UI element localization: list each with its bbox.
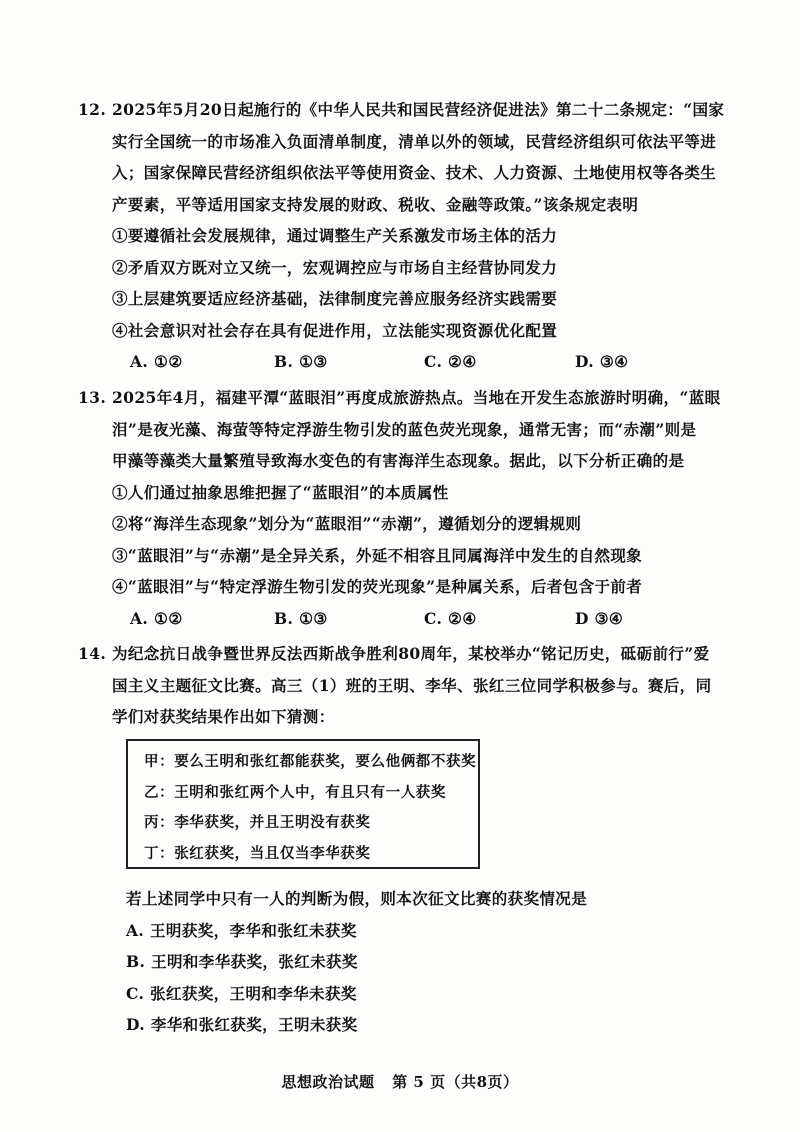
question-14-choices xyxy=(126,883,726,1041)
footer-subject: 思想政治试题 xyxy=(281,1073,375,1091)
question-12-option-c[interactable]: C. ②④ xyxy=(424,352,477,371)
question-13-option-d[interactable]: D ③④ xyxy=(575,608,624,628)
question-14 xyxy=(78,638,712,733)
question-13-statement-3: ③“蓝眼泪”与“赤潮”是全异关系，外延不相容且同属海洋中发生的自然现象 xyxy=(112,545,643,565)
question-14-number: 14. xyxy=(78,644,107,663)
question-13-statement-2: ②将“海洋生态现象”划分为“蓝眼泪”“赤潮”，遵循划分的逻辑规则 xyxy=(112,514,582,533)
question-13-number: 13. xyxy=(78,388,107,407)
question-13-option-a[interactable]: A. ①② xyxy=(130,608,183,628)
question-13-options xyxy=(112,603,712,635)
footer-page-number: 第 5 页（共8页） xyxy=(392,1073,519,1091)
question-14-prompt: 若上述同学中只有一人的判断为假，则本次征文比赛的获奖情况是 xyxy=(126,889,588,908)
question-14-line-3: 学们对获奖结果作出如下猜测： xyxy=(112,707,335,726)
guess-yi: 乙：王明和张红两个人中，有且只有一人获奖 xyxy=(144,784,446,801)
question-14-line-1: 14. 为纪念抗日战争暨世界反法西斯战争胜利80周年，某校举办“铭记历史，砥砺前行”爱 xyxy=(112,638,712,670)
question-12-line-1: 12. 2025年5月20日起施行的《中华人民共和国民营经济促进法》第二十二条规定：“国家 xyxy=(112,94,712,126)
question-12-option-d[interactable]: D. ③④ xyxy=(575,352,629,371)
guess-ding: 丁：张红获奖，当且仅当李华获奖 xyxy=(144,845,371,862)
question-12-statement-2: ②矛盾双方既对立又统一，宏观调控应与市场自主经营协同发力 xyxy=(112,257,558,277)
guess-jia: 甲：要么王明和张红都能获奖，要么他俩都不获奖 xyxy=(144,754,477,770)
question-13-statement-4: ④“蓝眼泪”与“特定浮游生物引发的荧光现象”是种属关系，后者包含于前者 xyxy=(112,577,643,596)
question-14-choice-d[interactable]: D. 李华和张红获奖，王明未获奖 xyxy=(126,1015,358,1034)
question-12-option-b[interactable]: B. ①③ xyxy=(274,352,328,371)
question-12 xyxy=(78,94,725,378)
question-13-option-b[interactable]: B. ①③ xyxy=(274,608,328,628)
question-12-statement-3: ③上层建筑要适应经济基础，法律制度完善应服务经济实践需要 xyxy=(112,289,558,308)
question-12-statement-4: ④社会意识对社会存在具有促进作用，立法能实现资源优化配置 xyxy=(112,320,558,340)
question-12-option-a[interactable]: A. ①② xyxy=(130,352,183,371)
question-12-line-4: 产要素，平等适用国家支持发展的财政、税收、金融等政策。”该条规定表明 xyxy=(112,194,639,214)
question-13-line-3: 甲藻等藻类大量繁殖导致海水变色的有害海洋生态现象。据此，以下分析正确的是 xyxy=(112,451,685,470)
question-14-choice-b[interactable]: B. 王明和李华获奖，张红未获奖 xyxy=(126,952,358,971)
question-14-line-2: 国主义主题征文比赛。高三（1）班的王明、李华、张红三位同学积极参与。赛后，同 xyxy=(112,675,712,695)
question-13-line-2: 泪”是夜光藻、海萤等特定浮游生物引发的蓝色荧光现象，通常无害；而“赤潮”则是 xyxy=(112,419,697,439)
guess-bing: 丙：李华获奖，并且王明没有获奖 xyxy=(144,815,371,831)
question-13 xyxy=(78,382,721,634)
page-footer xyxy=(0,1071,800,1092)
question-12-statement-1: ①要遵循社会发展规律，通过调整生产关系激发市场主体的活力 xyxy=(112,226,558,245)
question-12-line-2: 实行全国统一的市场准入负面清单制度，清单以外的领域，民营经济组织可依法平等进 xyxy=(112,131,717,151)
question-13-option-c[interactable]: C. ②④ xyxy=(424,608,477,628)
question-14-choice-a[interactable]: A. 王明获奖，李华和张红未获奖 xyxy=(126,920,357,940)
question-14-choice-c[interactable]: C. 张红获奖，王明和李华未获奖 xyxy=(126,983,357,1003)
question-12-number: 12. xyxy=(78,100,107,119)
question-13-statement-1: ①人们通过抽象思维把握了“蓝眼泪”的本质属性 xyxy=(112,482,449,502)
question-13-line-1: 13. 2025年4月，福建平潭“蓝眼泪”再度成旅游热点。当地在开发生态旅游时明确，“蓝眼 xyxy=(112,382,712,414)
guesses-box xyxy=(126,739,480,869)
question-12-line-3: 入；国家保障民营经济组织依法平等使用资金、技术、人力资源、土地使用权等各类生 xyxy=(112,163,717,182)
question-12-options xyxy=(112,346,712,378)
